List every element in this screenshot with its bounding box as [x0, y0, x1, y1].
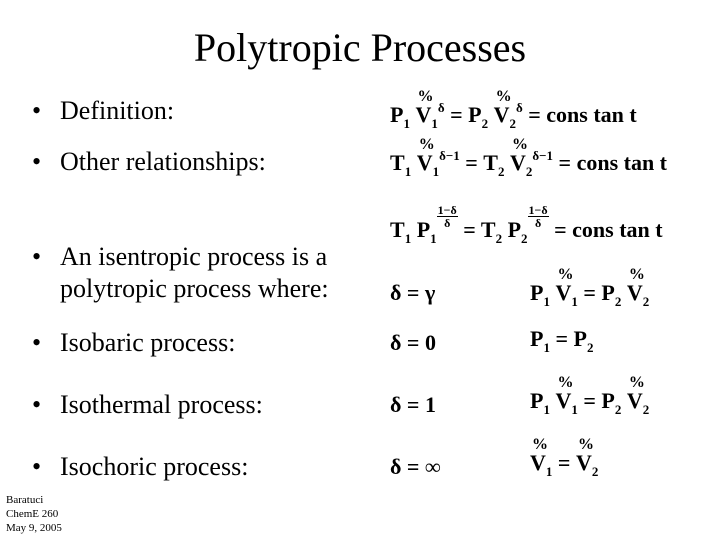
condition-isentropic: δ = γ [390, 280, 436, 305]
equation-isentropic: $P_1$ V % $_1 = P_2$ V % $_2$ [530, 266, 650, 309]
equation-temperature-volume: $T_1$ V % $_1^{\delta-1} = T_2$ V % $_2^{\delta-1}$ = cons tan t [390, 136, 668, 179]
equation-isobaric: $P_1 = P_2$ [530, 326, 594, 355]
bullet-isothermal: • Isothermal process: [32, 390, 263, 419]
footer-credit: Baratuci ChemE 260 May 9, 2005 [6, 494, 62, 534]
bullet-isentropic: • An isentropic process is a polytropic process where: [32, 242, 329, 303]
bullet-isobaric: • Isobaric process: [32, 328, 236, 357]
bullet-definition: • Definition: [32, 96, 175, 125]
equation-temperature-pressure: $T_1$ $P_1$ $\frac{1-\delta}{\delta}$ = $T_2$ $P_2$ $\frac{1-\delta}{\delta}$ = cons tan t [390, 203, 663, 246]
bullet-isochoric: • Isochoric process: [32, 452, 249, 481]
equation-definition: $P_1$ V % $_1^\delta = P_2$ V % $_2^\delta$ = cons tan t [390, 88, 637, 131]
equation-isothermal: $P_1$ V % $_1 = P_2$ V % $_2$ [530, 374, 650, 417]
condition-isothermal: δ = 1 [390, 392, 436, 417]
bullet-other-relationships: • Other relationships: [32, 147, 266, 176]
equation-isochoric: V % $_1$ = V % $_2$ [530, 436, 599, 479]
page-title: Polytropic Processes [193, 25, 527, 70]
condition-isochoric: δ = ∞ [390, 454, 441, 479]
condition-isobaric: δ = 0 [390, 330, 436, 355]
